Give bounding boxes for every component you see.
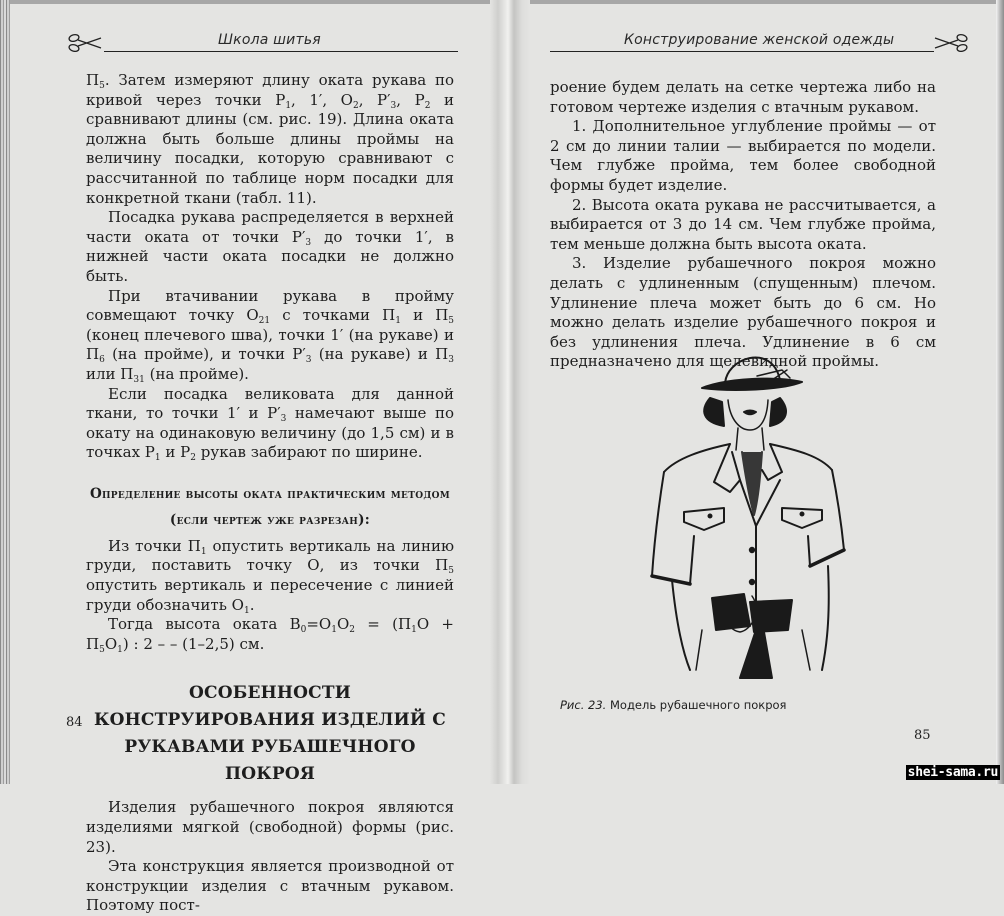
running-head-rule (104, 51, 458, 53)
running-head-rule (550, 51, 934, 53)
left-paragraphs (86, 71, 454, 463)
paragraph: 3. Изделие рубашечного покроя можно делать с удлиненным (спущенным) плечом. Удлинение плеча может быть до 6 см. Но можно делать изделие рубашечного покроя и без удлинения плеча. Удлинение в 6 см предназначено для щелевидной проймы. (550, 254, 936, 371)
caption-text: Модель рубашечного покроя (606, 698, 787, 712)
scissors-icon (68, 32, 102, 54)
paragraph: $П_5$. Затем измеряют длину оката рукава по кривой через точки $Р_1$, 1′, $О_2$, $Р'_3$, $Р_2$ и сравнивают длины (см. рис. 19). Длина оката должна быть больше длины проймы на величину посадки, которую сравнивают с рассчитанной по таблице норм посадки для конкретной ткани (табл. 11). (86, 71, 455, 207)
page-number: 84 (66, 715, 83, 730)
paragraph: роение будем делать на сетке чертежа либо на готовом чертеже изделия с втачным рукавом. (550, 78, 936, 116)
section-title: ОСОБЕННОСТИ КОНСТРУИРОВАНИЯ ИЗДЕЛИЙ С РУКАВАМИ РУБАШЕЧНОГО ПОКРОЯ (94, 683, 446, 785)
caption-number: Рис. 23. (560, 698, 607, 712)
running-head-title: Конструирование женской одежды (624, 32, 895, 48)
figure-caption (560, 698, 786, 712)
paragraph: Если посадка великовата для данной ткани, то точки 1′ и $Р'_3$ намечают выше по окату на одинаковую величину (до 1,5 см) и в точках $Р_1$ и $Р_2$ рукав забирают по ширине. (86, 384, 454, 464)
paragraph: 2. Высота оката рукава не рассчитывается, а выбирается от 3 до 14 см. Чем глубже пройма, тем меньше должна быть высота оката. (550, 195, 936, 253)
paragraph: При втачивании рукава в пройму совмещают точку $О_{21}$ с точками $П_1$ и $П_5$ (конец плечевого шва), точки 1′ (на рукаве) и $П_6$ (на пройме), и точки $Р'_3$ (на рукаве) и $П_3$ или $П_{31}$ (на пройме). (86, 286, 455, 385)
paragraph: Из точки $П_1$ опустить вертикаль на линию груди, поставить точку О, из точки $П_5$ опустить вертикаль и пересечение с линией груди обозначить $О_1$. (86, 536, 455, 616)
page-number: 85 (914, 728, 931, 743)
left-page (0, 0, 495, 915)
paragraph: Тогда высота оката $В_0=О_1О_2 = (П_1О + П_5О_1)$ : 2 – – (1–2,5) см. (86, 615, 455, 655)
left-paragraphs-2 (86, 537, 454, 655)
running-head (550, 30, 968, 58)
left-body-text (86, 71, 454, 916)
scissors-icon (934, 32, 968, 54)
paragraph: Посадка рукава распределяется в верхней части оката от точки $Р'_3$ до точки 1′, в нижней части оката посадки не должно быть. (86, 208, 454, 285)
left-paragraphs-3 (86, 798, 454, 916)
paragraph: 1. Дополнительное углубление проймы — от 2 см до линии талии — выбирается по модели. Чем глубже пройма, тем более свободной формы будет изделие. (550, 117, 936, 194)
right-paragraphs (550, 78, 936, 372)
subheading: Определение высоты оката практическим методом (если чертеж уже разрезан): (89, 485, 451, 528)
running-head (68, 30, 458, 58)
right-body-text (550, 78, 936, 372)
watermark: shei-sama.ru (907, 765, 998, 780)
fashion-illustration-icon (630, 340, 894, 680)
right-page (520, 0, 1004, 784)
running-head-title: Школа шитья (218, 32, 321, 48)
paragraph: Изделия рубашечного покроя являются изделиями мягкой (свободной) формы (рис. 23). (86, 798, 454, 856)
paragraph: Эта конструкция является производной от конструкции изделия с втачным рукавом. Поэтому пост- (86, 857, 454, 915)
